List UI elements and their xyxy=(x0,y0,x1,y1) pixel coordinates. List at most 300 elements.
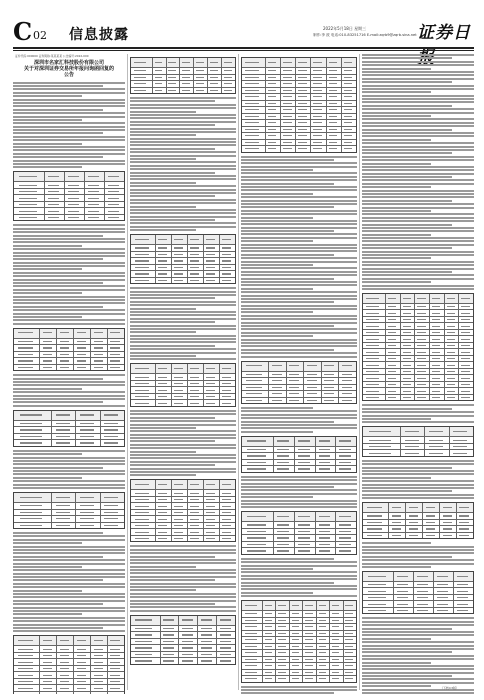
table-cell xyxy=(303,663,316,669)
table-cell xyxy=(242,107,266,113)
text-line xyxy=(13,292,82,294)
body-text-block xyxy=(241,57,357,694)
table-cell xyxy=(57,659,74,665)
table-cell xyxy=(40,685,57,691)
table-cell xyxy=(296,94,311,100)
text-line xyxy=(13,258,103,260)
text-line xyxy=(241,496,313,498)
table-cell xyxy=(327,101,342,107)
text-line xyxy=(241,578,357,580)
table-cell xyxy=(316,466,337,472)
table-row xyxy=(131,536,235,542)
table-cell xyxy=(454,608,473,614)
table-cell xyxy=(401,349,416,355)
text-line xyxy=(241,506,357,508)
table-cell xyxy=(91,685,108,691)
text-line xyxy=(13,102,125,104)
text-line xyxy=(241,493,357,495)
table-cell xyxy=(242,88,266,94)
table-cell xyxy=(445,304,460,310)
table-cell xyxy=(269,385,287,391)
text-line xyxy=(241,284,357,286)
table-cell xyxy=(276,663,289,669)
text-line xyxy=(13,95,82,97)
text-line xyxy=(362,473,474,475)
text-line xyxy=(130,219,215,221)
table-cell xyxy=(208,58,222,67)
text-line xyxy=(130,358,236,360)
table-cell xyxy=(40,646,57,652)
table-cell xyxy=(188,497,204,503)
table-cell xyxy=(108,685,124,691)
table-cell xyxy=(131,364,156,373)
text-line xyxy=(130,338,236,340)
text-line xyxy=(362,237,474,239)
text-line xyxy=(130,352,236,354)
text-line xyxy=(130,576,236,578)
table-cell xyxy=(188,516,204,522)
table-cell xyxy=(179,639,198,645)
table-cell xyxy=(344,670,356,676)
text-line xyxy=(13,398,125,400)
table-cell xyxy=(220,490,235,496)
text-line xyxy=(241,332,357,334)
table-row xyxy=(242,601,356,611)
text-line xyxy=(362,247,452,249)
text-line xyxy=(362,271,452,273)
column-divider xyxy=(238,54,239,690)
text-line xyxy=(130,556,215,558)
table-cell xyxy=(156,245,172,251)
table-cell xyxy=(296,107,311,113)
text-line xyxy=(130,457,236,459)
table-cell xyxy=(76,510,100,516)
table-cell xyxy=(188,265,204,271)
table-cell xyxy=(336,437,356,446)
text-line xyxy=(362,213,474,215)
text-line xyxy=(13,391,125,393)
table-cell xyxy=(242,644,263,650)
text-line xyxy=(241,196,357,198)
table-row xyxy=(131,480,235,490)
table-cell xyxy=(303,637,316,643)
text-line xyxy=(130,178,236,180)
text-line xyxy=(130,100,215,102)
table-cell xyxy=(430,304,445,310)
table-cell xyxy=(40,679,57,685)
text-line xyxy=(130,468,236,470)
table-cell xyxy=(172,245,188,251)
table-cell xyxy=(14,679,40,685)
table-cell xyxy=(440,533,457,539)
table-cell xyxy=(430,395,445,401)
text-line xyxy=(130,144,236,146)
table-cell xyxy=(401,444,425,450)
body-text-block xyxy=(362,54,474,694)
table-cell xyxy=(14,510,52,516)
table-cell xyxy=(76,427,100,433)
table-cell xyxy=(57,329,74,338)
table-cell xyxy=(327,68,342,74)
data-table xyxy=(241,436,357,473)
table-cell xyxy=(52,434,76,440)
table-cell xyxy=(188,374,204,380)
body-text-block xyxy=(13,82,125,694)
table-cell xyxy=(445,382,460,388)
table-cell xyxy=(342,68,356,74)
text-line xyxy=(130,348,236,350)
data-table xyxy=(13,492,125,529)
table-cell xyxy=(91,329,108,338)
table-cell xyxy=(172,523,188,529)
text-line xyxy=(241,479,357,481)
text-line xyxy=(130,572,236,574)
table-cell xyxy=(386,323,401,329)
table-cell xyxy=(290,670,303,676)
text-line xyxy=(241,169,313,171)
table-row xyxy=(363,572,473,582)
table-cell xyxy=(161,616,180,625)
table-cell xyxy=(274,535,295,541)
table-row xyxy=(131,364,235,374)
table-cell xyxy=(220,523,235,529)
table-cell xyxy=(386,343,401,349)
table-cell xyxy=(220,516,235,522)
table-cell xyxy=(363,369,386,375)
table-cell xyxy=(336,447,356,453)
table-cell xyxy=(389,503,406,512)
text-line xyxy=(130,114,236,116)
table-cell xyxy=(342,140,356,146)
table-cell xyxy=(311,101,326,107)
text-line xyxy=(362,210,431,212)
table-cell xyxy=(108,329,124,338)
table-cell xyxy=(415,323,430,329)
table-cell xyxy=(131,658,161,664)
table-cell xyxy=(242,548,274,554)
table-cell xyxy=(445,362,460,368)
table-cell xyxy=(74,679,91,685)
table-cell xyxy=(222,88,235,94)
table-row xyxy=(131,235,235,245)
text-line xyxy=(241,230,334,232)
text-line xyxy=(13,85,103,87)
table-cell xyxy=(295,542,316,548)
text-line xyxy=(130,222,236,224)
table-cell xyxy=(363,572,394,581)
table-cell xyxy=(363,294,386,303)
text-line xyxy=(362,264,474,266)
text-line xyxy=(130,437,236,439)
table-cell xyxy=(363,362,386,368)
text-line xyxy=(241,483,357,485)
text-line xyxy=(13,105,125,107)
text-line xyxy=(130,355,196,357)
table-cell xyxy=(45,215,65,221)
data-table xyxy=(13,171,125,221)
data-table xyxy=(13,328,125,372)
table-cell xyxy=(172,510,188,516)
text-line xyxy=(130,461,236,463)
table-cell xyxy=(161,632,180,638)
table-cell xyxy=(363,323,386,329)
table-cell xyxy=(454,572,473,581)
text-line xyxy=(241,298,357,300)
table-cell xyxy=(242,58,266,67)
text-line xyxy=(241,193,313,195)
table-cell xyxy=(14,666,40,672)
table-cell xyxy=(105,195,124,201)
table-cell xyxy=(459,294,473,303)
table-cell xyxy=(242,676,263,682)
column-4 xyxy=(362,54,474,694)
table-cell xyxy=(14,345,40,351)
table-cell xyxy=(459,330,473,336)
table-cell xyxy=(394,572,414,581)
table-cell xyxy=(91,659,108,665)
text-line xyxy=(362,484,474,486)
text-line xyxy=(13,532,103,534)
text-line xyxy=(241,486,334,488)
text-line xyxy=(13,299,125,301)
table-cell xyxy=(242,437,274,446)
table-cell xyxy=(74,339,91,345)
table-cell xyxy=(57,679,74,685)
table-cell xyxy=(242,133,266,139)
text-line xyxy=(241,227,357,229)
text-line xyxy=(130,464,215,466)
text-line xyxy=(130,549,236,551)
table-cell xyxy=(401,336,416,342)
table-cell xyxy=(457,513,473,519)
text-line xyxy=(13,477,82,479)
table-cell xyxy=(430,323,445,329)
table-cell xyxy=(290,644,303,650)
text-line xyxy=(241,189,357,191)
table-cell xyxy=(179,652,198,658)
text-line xyxy=(13,573,125,575)
text-line xyxy=(13,156,103,158)
table-cell xyxy=(434,582,454,588)
text-line xyxy=(241,206,334,208)
table-cell xyxy=(415,336,430,342)
data-table xyxy=(362,426,474,457)
data-table xyxy=(362,571,474,615)
table-cell xyxy=(344,611,356,617)
table-cell xyxy=(220,252,235,258)
table-cell xyxy=(316,447,337,453)
table-cell xyxy=(330,637,343,643)
issue-date: 2022年5月18日 星期三 xyxy=(323,26,367,31)
text-line xyxy=(241,186,357,188)
table-cell xyxy=(172,235,188,244)
table-row xyxy=(363,503,473,513)
table-cell xyxy=(342,75,356,81)
text-line xyxy=(362,494,474,496)
table-cell xyxy=(156,278,172,284)
table-cell xyxy=(363,595,394,601)
data-table xyxy=(241,600,357,683)
table-cell xyxy=(434,572,454,581)
table-cell xyxy=(188,258,204,264)
table-cell xyxy=(303,624,316,630)
table-cell xyxy=(242,362,269,371)
page-header xyxy=(13,18,474,48)
table-cell xyxy=(156,480,172,489)
table-cell xyxy=(311,81,326,87)
table-cell xyxy=(296,58,311,67)
table-cell xyxy=(322,385,340,391)
table-cell xyxy=(45,189,65,195)
text-line xyxy=(130,583,236,585)
table-cell xyxy=(330,618,343,624)
table-cell xyxy=(180,81,194,87)
table-row xyxy=(242,398,356,404)
text-line xyxy=(241,352,357,354)
table-cell xyxy=(296,133,311,139)
table-cell xyxy=(342,107,356,113)
table-cell xyxy=(401,388,416,394)
text-line xyxy=(13,122,125,124)
text-line xyxy=(241,328,357,330)
column-divider xyxy=(359,54,360,690)
table-cell xyxy=(342,133,356,139)
table-cell xyxy=(344,657,356,663)
text-line xyxy=(130,172,215,174)
table-cell xyxy=(386,317,401,323)
table-cell xyxy=(281,146,296,152)
table-cell xyxy=(287,398,305,404)
announcement-title-line-2: 关于对深圳证券交易所年报问询函回复的 xyxy=(23,66,114,73)
table-cell xyxy=(242,466,274,472)
table-cell xyxy=(188,245,204,251)
table-row xyxy=(242,437,356,447)
text-line xyxy=(362,57,452,59)
text-line xyxy=(130,427,196,429)
text-line xyxy=(362,200,452,202)
text-line xyxy=(241,200,357,202)
table-cell xyxy=(287,362,305,371)
table-cell xyxy=(172,374,188,380)
text-line xyxy=(362,542,431,544)
table-cell xyxy=(172,490,188,496)
text-line xyxy=(362,415,474,417)
text-line xyxy=(241,431,313,433)
text-line xyxy=(13,166,82,168)
table-cell xyxy=(220,258,235,264)
text-line xyxy=(130,596,236,598)
table-cell xyxy=(131,503,156,509)
text-line xyxy=(362,169,474,171)
table-cell xyxy=(167,75,181,81)
table-cell xyxy=(131,626,161,632)
table-cell xyxy=(172,516,188,522)
text-line xyxy=(130,562,236,564)
table-cell xyxy=(281,94,296,100)
table-cell xyxy=(295,512,316,521)
table-cell xyxy=(363,533,389,539)
table-cell xyxy=(198,645,217,651)
text-line xyxy=(13,470,125,472)
table-cell xyxy=(40,672,57,678)
table-cell xyxy=(156,510,172,516)
text-line xyxy=(130,471,236,473)
table-cell xyxy=(180,88,194,94)
table-cell xyxy=(344,637,356,643)
table-cell xyxy=(14,182,45,188)
table-cell xyxy=(57,666,74,672)
text-line xyxy=(13,279,125,281)
table-cell xyxy=(91,679,108,685)
table-cell xyxy=(415,310,430,316)
text-line xyxy=(13,384,125,386)
text-line xyxy=(362,78,474,80)
table-cell xyxy=(414,608,434,614)
text-line xyxy=(13,163,125,165)
table-cell xyxy=(363,349,386,355)
text-line xyxy=(130,420,236,422)
table-row xyxy=(14,440,124,446)
table-cell xyxy=(266,101,281,107)
table-cell xyxy=(65,172,85,181)
table-cell xyxy=(161,652,180,658)
text-line xyxy=(362,662,431,664)
text-line xyxy=(362,64,474,66)
text-line xyxy=(13,620,125,622)
text-line xyxy=(130,107,236,109)
table-cell xyxy=(339,398,356,404)
section-title: 信息披露 xyxy=(69,27,129,43)
text-line xyxy=(362,631,474,633)
text-line xyxy=(362,142,474,144)
table-cell xyxy=(57,685,74,691)
table-cell xyxy=(295,453,316,459)
text-line xyxy=(130,192,236,194)
table-cell xyxy=(401,343,416,349)
text-line xyxy=(241,571,357,573)
data-table xyxy=(130,363,236,407)
text-line xyxy=(130,297,215,299)
text-line xyxy=(241,592,313,594)
table-cell xyxy=(167,88,181,94)
table-cell xyxy=(204,536,220,542)
table-cell xyxy=(316,522,337,528)
table-cell xyxy=(344,650,356,656)
table-cell xyxy=(276,676,289,682)
text-line xyxy=(241,271,357,273)
table-cell xyxy=(131,523,156,529)
table-cell xyxy=(304,385,322,391)
table-cell xyxy=(304,372,322,378)
text-line xyxy=(13,610,125,612)
table-cell xyxy=(263,624,276,630)
table-cell xyxy=(188,252,204,258)
text-line xyxy=(13,542,82,544)
text-line xyxy=(130,321,215,323)
table-cell xyxy=(156,271,172,277)
text-line xyxy=(362,467,452,469)
text-line xyxy=(362,173,474,175)
text-line xyxy=(362,470,474,472)
table-cell xyxy=(430,343,445,349)
text-line xyxy=(362,81,452,83)
text-line xyxy=(362,125,474,127)
text-line xyxy=(241,575,357,577)
table-cell xyxy=(198,652,217,658)
table-cell xyxy=(363,382,386,388)
table-row xyxy=(363,427,473,437)
table-cell xyxy=(76,523,100,529)
